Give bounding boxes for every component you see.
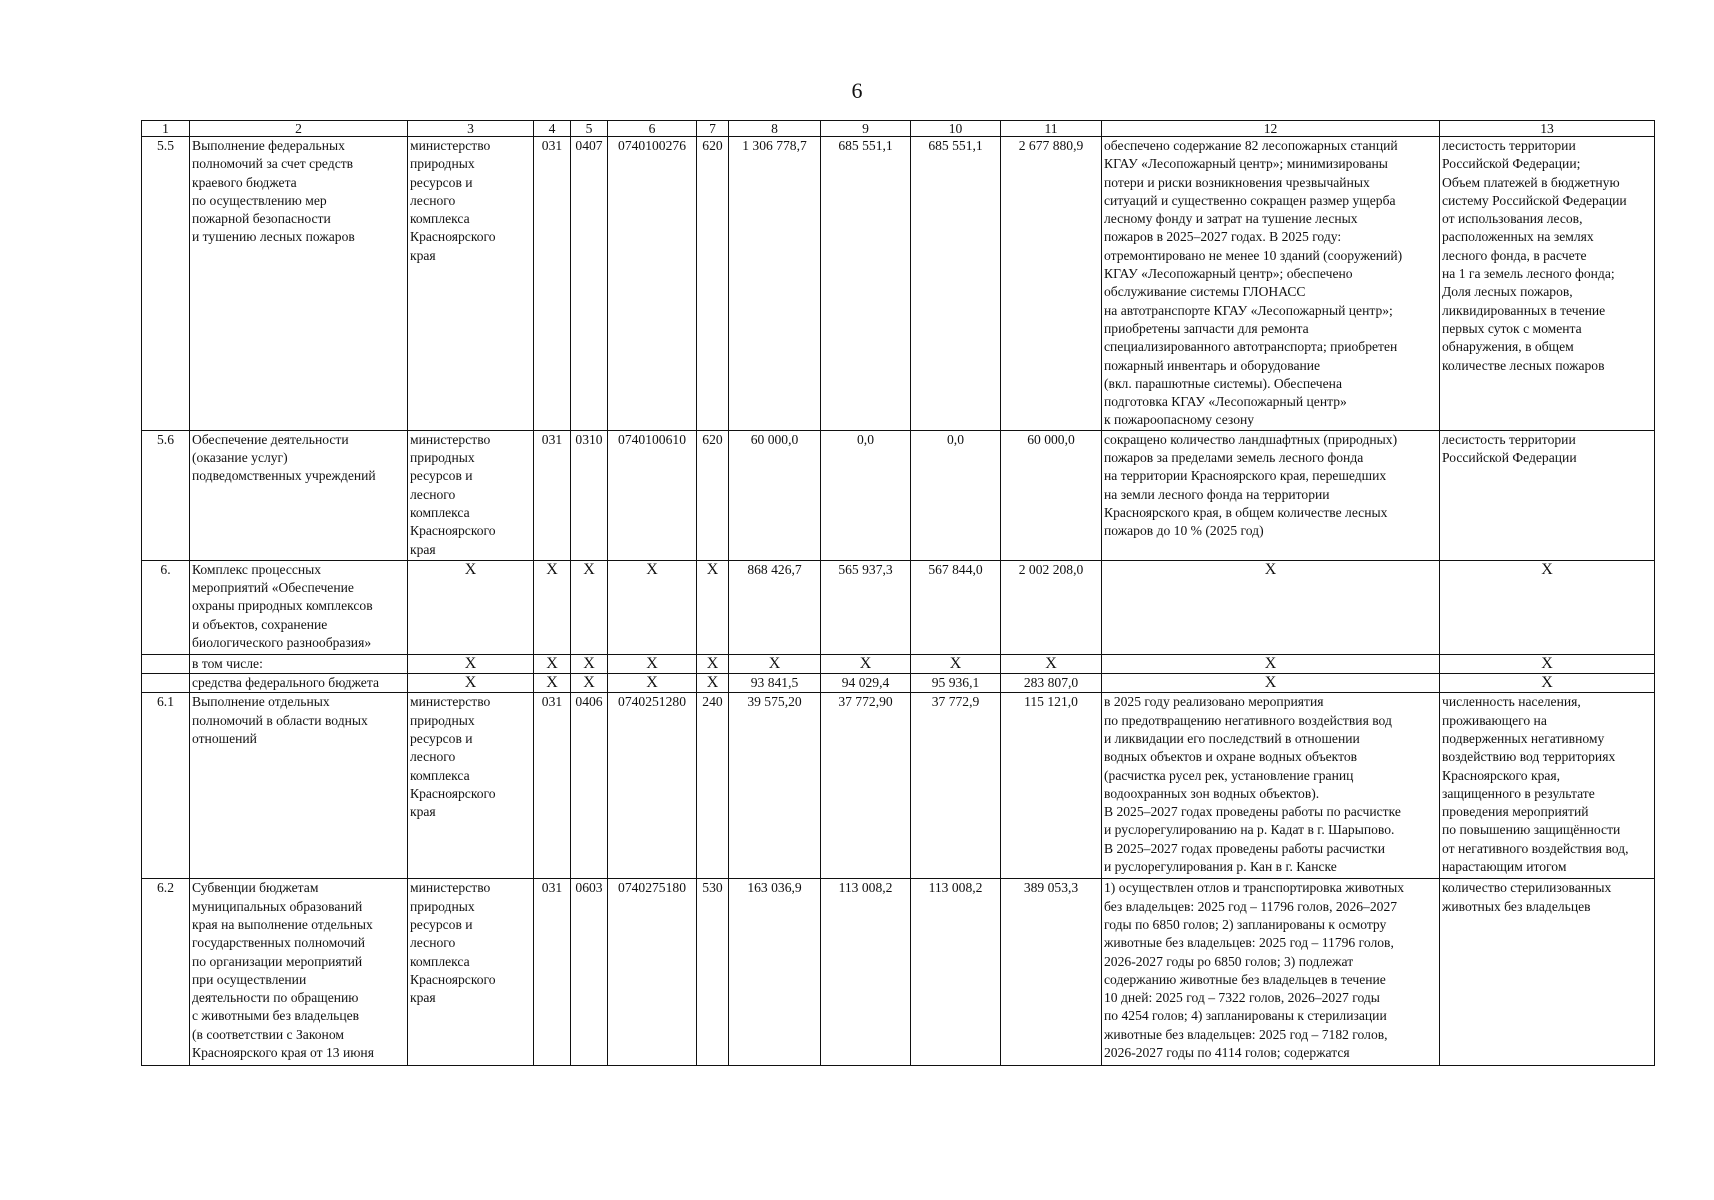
measure-name: Субвенции бюджетам муниципальных образований края на выполнение отдельных государственных полномочий по организации мероприятий при осуществлении деятельности по обращению с животными без владельцев (в соответствии с Законом Красноярского края от 13 июня [190,879,408,1066]
vr-code: X [697,654,729,673]
expected-result: 1) осуществлен отлов и транспортировка животных без владельцев: 2025 год – 11796 голов, 2026–2027 годы по 6850 голов; 2) запланированы к осмотру животные без владельцев: 2025 год – 11796 голов, 2026-2027 годы ро 6850 голов; 3) подлежат содержанию животные без владельцев в течение 10 дней: 2025 год – 7322 голов, 2026–2027 годы по 4254 голов; 4) запланированы к стерилизации животные без владельцев: 2025 год – 7182 голов, 2026-2027 годы по 4114 голов; содержатся [1102,879,1440,1066]
amount-2025: 1 306 778,7 [729,137,821,431]
csr-code: X [608,560,697,654]
row-number: 6.1 [142,693,190,879]
expected-result: сокращено количество ландшафтных (природных) пожаров за пределами земель лесного фонда на территории Красноярского края, перешедших на земли лесного фонда на территории Красноярского края, в общем количестве лесных пожаров до 10 % (2025 год) [1102,430,1440,560]
amount-total: 60 000,0 [1001,430,1102,560]
grbs-code: X [534,560,571,654]
amount-2025: 163 036,9 [729,879,821,1066]
amount-total: X [1001,654,1102,673]
row-number [142,674,190,693]
column-header: 10 [911,121,1001,137]
amount-2026: 37 772,90 [821,693,911,879]
amount-total: 389 053,3 [1001,879,1102,1066]
amount-2026: 113 008,2 [821,879,911,1066]
column-header: 3 [408,121,534,137]
executor: X [408,560,534,654]
column-number-header-row [142,121,1655,137]
grbs-code: X [534,674,571,693]
column-header: 5 [571,121,608,137]
indicator: X [1440,674,1655,693]
csr-code: X [608,654,697,673]
expected-result: в 2025 году реализовано мероприятия по предотвращению негативного воздействия вод и ликвидации его последствий в отношении водных объектов и охране водных объектов (расчистка русел рек, установление границ водоохранных зон водных объектов). В 2025–2027 годах проведены работы по расчистке и руслорегулированию на р. Кадат в г. Шарыпово. В 2025–2027 годах проведены работы расчистки и руслорегулирования р. Кан в г. Канске [1102,693,1440,879]
indicator: численность населения, проживающего на подверженных негативному воздействию вод территориях Красноярского края, защищенного в результате проведения мероприятий по повышению защищённости от негативного воздействия вод, нарастающим итогом [1440,693,1655,879]
indicator: X [1440,560,1655,654]
budget-table [141,120,1655,1066]
amount-total: 283 807,0 [1001,674,1102,693]
column-header: 1 [142,121,190,137]
vr-code: 620 [697,137,729,431]
grbs-code: 031 [534,879,571,1066]
amount-2026: 94 029,4 [821,674,911,693]
amount-2026: 0,0 [821,430,911,560]
amount-2027: 0,0 [911,430,1001,560]
column-header: 2 [190,121,408,137]
expected-result: X [1102,674,1440,693]
csr-code: X [608,674,697,693]
amount-2026: 685 551,1 [821,137,911,431]
amount-2027: 95 936,1 [911,674,1001,693]
amount-2027: 37 772,9 [911,693,1001,879]
grbs-code: X [534,654,571,673]
rzpr-code: 0406 [571,693,608,879]
amount-total: 2 002 208,0 [1001,560,1102,654]
table-row [142,693,1655,879]
indicator: количество стерилизованных животных без владельцев [1440,879,1655,1066]
amount-2025: 60 000,0 [729,430,821,560]
grbs-code: 031 [534,693,571,879]
row-number: 6. [142,560,190,654]
indicator: лесистость территории Российской Федерации; Объем платежей в бюджетную систему Российской Федерации от использования лесов, расположенных на землях лесного фонда, в расчете на 1 га земель лесного фонда; Доля лесных пожаров, ликвидированных в течение первых суток с момента обнаружения, в общем количестве лесных пожаров [1440,137,1655,431]
row-number: 5.5 [142,137,190,431]
amount-2027: X [911,654,1001,673]
table-row [142,674,1655,693]
executor: X [408,674,534,693]
csr-code: 0740100276 [608,137,697,431]
column-header: 9 [821,121,911,137]
vr-code: 620 [697,430,729,560]
measure-name: Выполнение отдельных полномочий в области водных отношений [190,693,408,879]
amount-2025: X [729,654,821,673]
amount-2025: 868 426,7 [729,560,821,654]
csr-code: 0740251280 [608,693,697,879]
column-header: 6 [608,121,697,137]
executor: министерство природных ресурсов и лесного комплекса Красноярского края [408,693,534,879]
executor: X [408,654,534,673]
measure-name: Выполнение федеральных полномочий за счет средств краевого бюджета по осуществлению мер пожарной безопасности и тушению лесных пожаров [190,137,408,431]
amount-2026: 565 937,3 [821,560,911,654]
vr-code: 240 [697,693,729,879]
table-row [142,137,1655,431]
measure-name: Обеспечение деятельности (оказание услуг) подведомственных учреждений [190,430,408,560]
amount-2027: 685 551,1 [911,137,1001,431]
row-number: 5.6 [142,430,190,560]
page-number: 6 [851,78,863,103]
amount-2026: X [821,654,911,673]
table-row [142,654,1655,673]
amount-total: 2 677 880,9 [1001,137,1102,431]
table-row [142,879,1655,1066]
amount-2027: 113 008,2 [911,879,1001,1066]
measure-name: в том числе: [190,654,408,673]
column-header: 13 [1440,121,1655,137]
indicator: лесистость территории Российской Федерации [1440,430,1655,560]
amount-2025: 93 841,5 [729,674,821,693]
column-header: 7 [697,121,729,137]
measure-name: средства федерального бюджета [190,674,408,693]
csr-code: 0740275180 [608,879,697,1066]
table-row [142,430,1655,560]
grbs-code: 031 [534,430,571,560]
amount-2025: 39 575,20 [729,693,821,879]
row-number: 6.2 [142,879,190,1066]
column-header: 4 [534,121,571,137]
rzpr-code: X [571,560,608,654]
csr-code: 0740100610 [608,430,697,560]
amount-2027: 567 844,0 [911,560,1001,654]
rzpr-code: 0407 [571,137,608,431]
indicator: X [1440,654,1655,673]
column-header: 8 [729,121,821,137]
executor: министерство природных ресурсов и лесного комплекса Красноярского края [408,879,534,1066]
column-header: 12 [1102,121,1440,137]
rzpr-code: X [571,674,608,693]
measure-name: Комплекс процессных мероприятий «Обеспечение охраны природных комплексов и объектов, сохранение биологического разнообразия» [190,560,408,654]
vr-code: 530 [697,879,729,1066]
rzpr-code: 0603 [571,879,608,1066]
column-header: 11 [1001,121,1102,137]
rzpr-code: 0310 [571,430,608,560]
rzpr-code: X [571,654,608,673]
expected-result: X [1102,654,1440,673]
executor: министерство природных ресурсов и лесного комплекса Красноярского края [408,430,534,560]
expected-result: X [1102,560,1440,654]
vr-code: X [697,560,729,654]
executor: министерство природных ресурсов и лесного комплекса Красноярского края [408,137,534,431]
expected-result: обеспечено содержание 82 лесопожарных станций КГАУ «Лесопожарный центр»; минимизированы потери и риски возникновения чрезвычайных ситуаций и существенно сокращен размер ущерба лесному фонду и затрат на тушение лесных пожаров в 2025–2027 годах. В 2025 году: отремонтировано не менее 10 зданий (сооружений) КГАУ «Лесопожарный центр»; обеспечено обслуживание системы ГЛОНАСС на автотранспорте КГАУ «Лесопожарный центр»; приобретены запчасти для ремонта специализированного автотранспорта; приобретен пожарный инвентарь и оборудование (вкл. парашютные системы). Обеспечена подготовка КГАУ «Лесопожарный центр» к пожароопасному сезону [1102,137,1440,431]
row-number [142,654,190,673]
grbs-code: 031 [534,137,571,431]
amount-total: 115 121,0 [1001,693,1102,879]
vr-code: X [697,674,729,693]
table-row [142,560,1655,654]
